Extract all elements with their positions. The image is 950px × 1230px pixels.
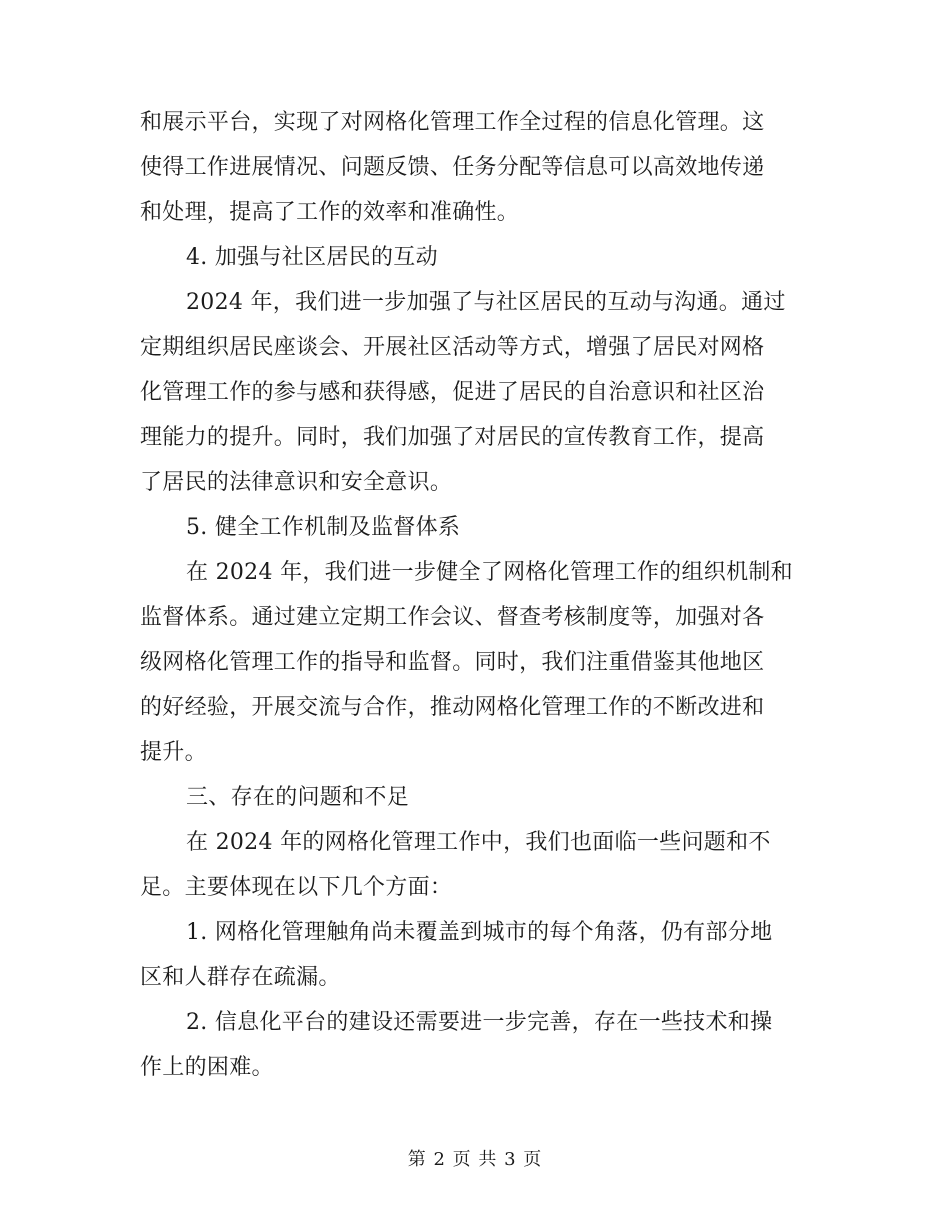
text-line: 和展示平台，实现了对网格化管理工作全过程的信息化管理。这: [140, 110, 765, 135]
section-heading: 5. 健全工作机制及监督体系: [186, 515, 461, 540]
text-line: 提升。: [140, 740, 207, 765]
text-line: 了居民的法律意识和安全意识。: [140, 470, 453, 495]
text-line: 和处理，提高了工作的效率和准确性。: [140, 200, 520, 225]
text-line: 在 2024 年的网格化管理工作中，我们也面临一些问题和不: [186, 830, 771, 855]
text-line: 的好经验，开展交流与合作，推动网格化管理工作的不断改进和: [140, 695, 765, 720]
text-line: 化管理工作的参与感和获得感，促进了居民的自治意识和社区治: [140, 380, 765, 405]
list-item: 1. 网格化管理触角尚未覆盖到城市的每个角落，仍有部分地: [186, 920, 773, 945]
text-line: 理能力的提升。同时，我们加强了对居民的宣传教育工作，提高: [140, 425, 765, 450]
document-body: [140, 100, 812, 1090]
text-line: 级网格化管理工作的指导和监督。同时，我们注重借鉴其他地区: [140, 650, 765, 675]
list-item: 2. 信息化平台的建设还需要进一步完善，存在一些技术和操: [186, 1010, 773, 1035]
text-line: 监督体系。通过建立定期工作会议、督查考核制度等，加强对各: [140, 605, 765, 630]
page-number-footer: 第 2 页 共 3 页: [407, 1149, 543, 1170]
text-line: 使得工作进展情况、问题反馈、任务分配等信息可以高效地传递: [140, 155, 765, 180]
section-heading: 三、存在的问题和不足: [186, 785, 410, 810]
text-line: 足。主要体现在以下几个方面：: [140, 875, 453, 900]
text-line: 在 2024 年，我们进一步健全了网格化管理工作的组织机制和: [186, 560, 793, 585]
text-line: 区和人群存在疏漏。: [140, 965, 341, 990]
text-line: 作上的困难。: [140, 1055, 274, 1080]
section-heading: 4. 加强与社区居民的互动: [186, 245, 438, 270]
text-line: 定期组织居民座谈会、开展社区活动等方式，增强了居民对网格: [140, 335, 765, 360]
text-line: 2024 年，我们进一步加强了与社区居民的互动与沟通。通过: [186, 290, 786, 315]
